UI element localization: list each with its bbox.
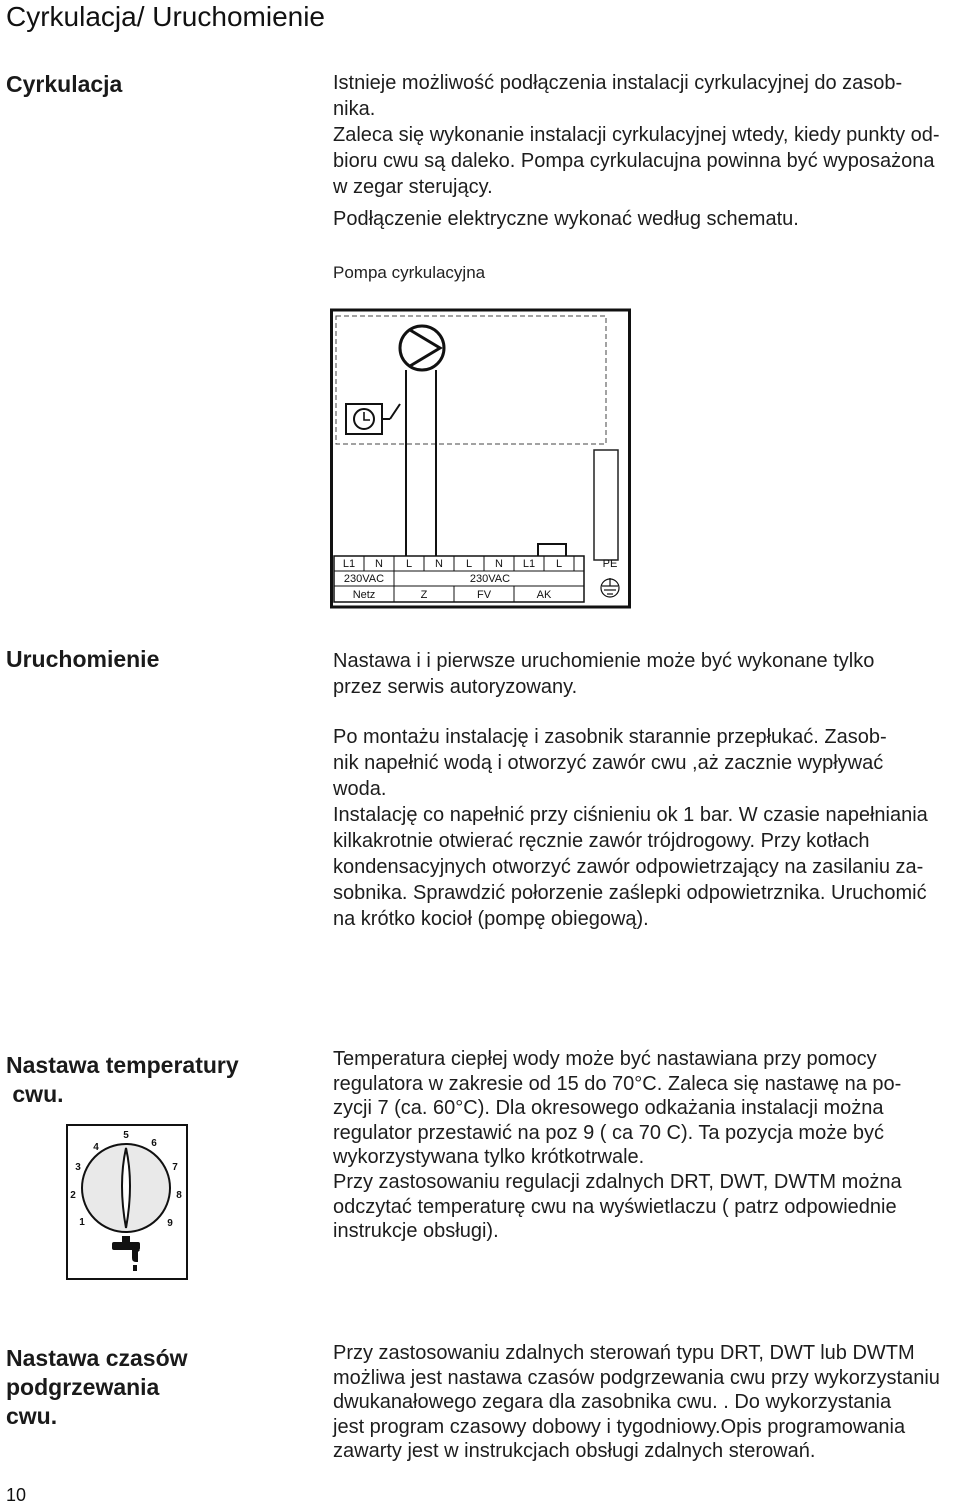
text-line: Przy zastosowaniu zdalnych sterowań typu DRT, DWT lub DWTM — [333, 1342, 915, 1364]
terminal-label: L — [465, 558, 473, 570]
dial-number: 3 — [75, 1162, 81, 1173]
section-heading-nastawa-czasow — [6, 1344, 188, 1431]
section-heading-uruchomienie: Uruchomienie — [6, 646, 160, 672]
diagram-label: Pompa cyrkulacyjna — [333, 263, 486, 282]
text-line: nik napełnić wodą i otworzyć zawór cwu ,aż zacznie wypływać — [333, 752, 884, 774]
text-line: bioru cwu są daleko. Pompa cyrkulacujna powinna być wyposażona — [333, 150, 935, 172]
group-label: AK — [536, 589, 552, 601]
terminal-label: L — [555, 558, 563, 570]
page-number: 10 — [6, 1485, 27, 1505]
text-line: odczytać temperaturę cwu na wyświetlaczu ( patrz odpowiednie — [333, 1195, 897, 1218]
voltage-label: 230VAC — [469, 573, 511, 585]
heading-line: Nastawa temperatury — [6, 1052, 239, 1078]
text-line: Nastawa i i pierwsze uruchomienie może być wykonane tylko — [333, 650, 875, 672]
text-line: zawarty jest w instrukcjach obsługi zdalnych sterowań. — [333, 1440, 816, 1463]
heading-line: podgrzewania — [6, 1374, 160, 1400]
text-line: regulator przestawić na poz 9 ( ca 70 C). Ta pozycja może być — [333, 1121, 884, 1144]
group-label: Netz — [352, 589, 376, 601]
uruchomienie-intro — [333, 648, 955, 700]
terminal-label: N — [495, 558, 503, 570]
text-line: sobnika. Sprawdzić połorzenie zaślepki odpowietrznika. Uruchomić — [333, 882, 927, 904]
cyrkulacja-text — [333, 70, 955, 232]
terminal-label: N — [435, 558, 443, 570]
section-heading-nastawa-temperatury — [6, 1051, 239, 1109]
text-line: Temperatura ciepłej wody może być nastawiana przy pomocy — [333, 1048, 877, 1070]
temperature-dial — [66, 1124, 188, 1280]
text-line: Przy zastosowaniu regulacji zdalnych DRT, DWT, DWTM można — [333, 1170, 902, 1193]
dial-number: 7 — [172, 1162, 178, 1173]
group-label: Z — [420, 589, 428, 601]
text-line: dwukanałowego zegara dla zasobnika cwu. . Do wykorzystania — [333, 1391, 892, 1414]
text-line: regulatora w zakresie od 15 do 70°C. Zaleca się nastawę na po- — [333, 1072, 902, 1095]
text-line: kilkakrotnie otwierać ręcznie zawór trójdrogowy. Przy kotłach — [333, 830, 870, 852]
page-title: Cyrkulacja/ Uruchomienie — [6, 1, 326, 32]
text-line: Zaleca się wykonanie instalacji cyrkulacyjnej wtedy, kiedy punkty od- — [333, 124, 940, 146]
dial-number: 1 — [79, 1217, 85, 1228]
section-heading-cyrkulacja: Cyrkulacja — [6, 71, 123, 97]
text-line: jest program czasowy dobowy i tygodniowy.Opis programowania — [333, 1415, 906, 1438]
text-line: instrukcje obsługi). — [333, 1220, 499, 1243]
heading-line: cwu. — [6, 1403, 58, 1429]
dial-number: 4 — [93, 1142, 99, 1153]
text-line: wykorzystywana tylko krótkotrwale. — [333, 1146, 645, 1169]
wiring-diagram — [330, 308, 632, 610]
text-line: Instalację co napełnić przy ciśnieniu ok 1 bar. W czasie napełniania — [333, 804, 928, 826]
dial-number: 2 — [70, 1190, 76, 1201]
dial-number: 6 — [151, 1138, 157, 1149]
terminal-label: L — [405, 558, 413, 570]
text-line: Istnieje możliwość podłączenia instalacji cyrkulacyjnej do zasob- — [333, 72, 903, 94]
dial-number: 5 — [123, 1130, 129, 1141]
nastawa-temperatury-text — [333, 1047, 955, 1244]
text-line: Podłączenie elektryczne wykonać według schematu. — [333, 208, 799, 230]
text-line: na krótko kocioł (pompę obiegową). — [333, 908, 649, 930]
dial-number: 9 — [167, 1218, 173, 1229]
terminal-label: L1 — [342, 558, 356, 570]
terminal-label: N — [375, 558, 383, 570]
text-line: Po montażu instalację i zasobnik starannie przepłukać. Zasob- — [333, 726, 887, 748]
nastawa-czasow-text — [333, 1341, 955, 1464]
text-line: zycji 7 (ca. 60°C). Dla okresowego odkażania instalacji można — [333, 1097, 884, 1120]
text-line: w zegar sterujący. — [333, 176, 493, 198]
text-line: możliwa jest nastawa czasów podgrzewania cwu przy wykorzystaniu — [333, 1366, 940, 1389]
terminal-label: L1 — [522, 558, 536, 570]
text-line: nika. — [333, 98, 376, 120]
pe-rail — [594, 450, 618, 560]
dial-number: 8 — [176, 1190, 182, 1201]
heading-line: Nastawa czasów — [6, 1345, 188, 1371]
text-line: woda. — [333, 778, 387, 800]
group-label: FV — [476, 589, 492, 601]
text-line: przez serwis autoryzowany. — [333, 676, 578, 698]
heading-line: cwu. — [6, 1081, 64, 1107]
uruchomienie-text — [333, 724, 955, 932]
dial-pointer — [122, 1148, 130, 1228]
pe-label: PE — [602, 558, 618, 570]
text-line: kondensacyjnych otworzyć zawór odpowietrzający na zasilaniu za- — [333, 856, 924, 878]
voltage-label: 230VAC — [343, 573, 385, 585]
